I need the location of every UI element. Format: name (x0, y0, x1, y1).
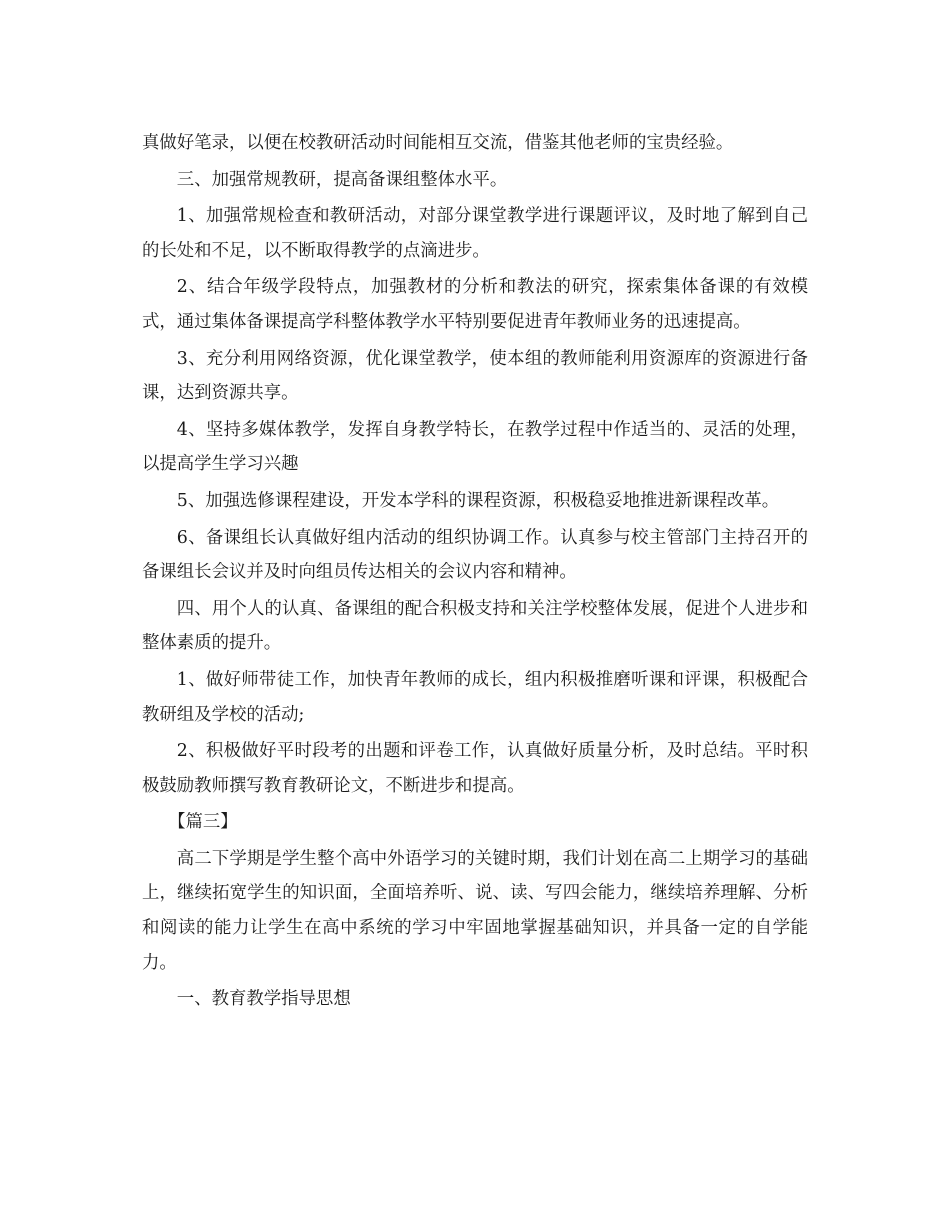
paragraph-continuation: 真做好笔录，以便在校教研活动时间能相互交流，借鉴其他老师的宝贵经验。 (142, 133, 734, 153)
document-page (142, 126, 808, 1017)
paragraph-intro: 高二下学期是学生整个高中外语学习的关键时期，我们计划在高二上期学习的基础上，继续拓宽学生的知识面，全面培养听、说、读、写四会能力，继续培养理解、分析和阅读的能力让学生在高中系统的学习中牢固地掌握基础知识，并具备一定的自学能力。 (142, 848, 808, 973)
paragraph-item-4-1: 1、做好师带徒工作，加快青年教师的成长，组内积极推磨听课和评课，积极配合教研组及学校的活动; (142, 669, 808, 725)
paragraph-item-3-2: 2、结合年级学段特点，加强教材的分析和教法的研究，探索集体备课的有效模式，通过集体备课提高学科整体教学水平特别要促进青年教师业务的迅速提高。 (142, 277, 808, 332)
paragraph-item-3-5: 5、加强选修课程建设，开发本学科的课程资源，积极稳妥地推进新课程改革。 (176, 490, 780, 511)
section-heading-1: 一、教育教学指导思想 (176, 989, 351, 1010)
paragraph-item-3-4: 4、坚持多媒体教学，发挥自身教学特长，在教学过程中作适当的、灵活的处理，以提高学生学习兴趣 (142, 419, 808, 475)
section-heading-4: 四、用个人的认真、备课组的配合积极支持和关注学校整体发展，促进个人进步和整体素质的提升。 (142, 598, 808, 654)
paragraph-item-4-2: 2、积极做好平时段考的出题和评卷工作，认真做好质量分析，及时总结。平时积极鼓励教师撰写教育教研论文，不断进步和提高。 (142, 741, 808, 796)
paragraph-item-3-1: 1、加强常规检查和教研活动，对部分课堂教学进行课题评议，及时地了解到自己的长处和不足，以不断取得教学的点滴进步。 (142, 206, 808, 261)
section-heading-3: 三、加强常规教研，提高备课组整体水平。 (176, 169, 508, 190)
paragraph-item-3-6: 6、备课组长认真做好组内活动的组织协调工作。认真参与校主管部门主持召开的备课组长会议并及时向组员传达相关的会议内容和精神。 (142, 527, 808, 583)
part-heading: 【篇三】 (168, 812, 238, 833)
paragraph-item-3-3: 3、充分利用网络资源，优化课堂教学，使本组的教师能利用资源库的资源进行备课，达到资源共享。 (142, 348, 808, 404)
